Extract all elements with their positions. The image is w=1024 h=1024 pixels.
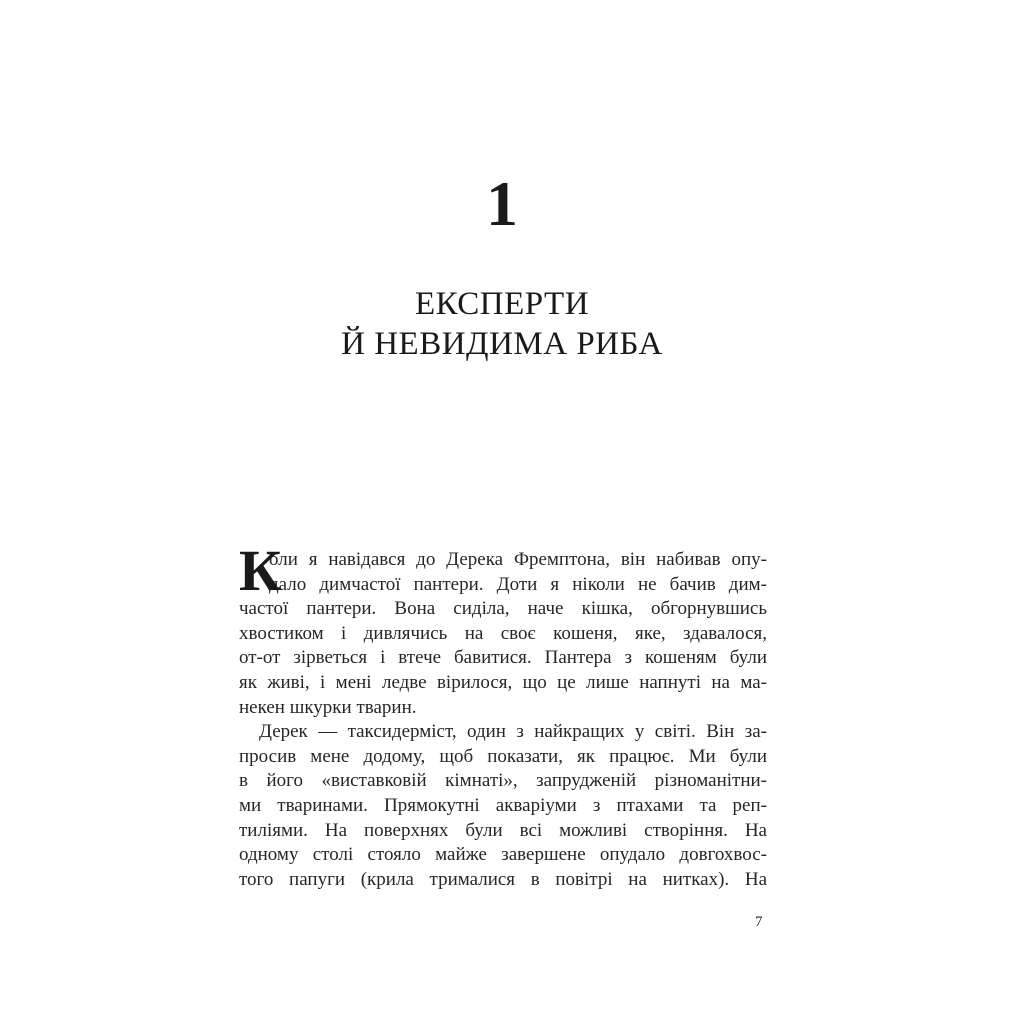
text-line: одному столі стояло майже завершене опудало довгохвос-: [239, 844, 767, 866]
text-line: от-от зірветься і втече бавитися. Пантера з кошеням були: [239, 647, 767, 669]
text-line: тиліями. На поверхнях були всі можливі створіння. На: [239, 819, 767, 841]
text-line: хвостиком і дивлячись на своє кошеня, яке, здавалося,: [239, 622, 767, 644]
text-line: того папуги (крила трималися в повітрі на нитках). На: [239, 868, 767, 890]
chapter-number: 1: [486, 168, 518, 239]
text-line: частої пантери. Вона сиділа, наче кішка, обгорнувшись: [239, 598, 767, 620]
text-line: оли я навідався до Дерека Фремптона, він набивав опу-: [269, 549, 767, 570]
text-line: в його «виставковій кімнаті», запрудженій різноманітни-: [239, 770, 767, 792]
page-number: 7: [755, 914, 763, 930]
text-line: некен шкурки тварин.: [239, 696, 417, 718]
chapter-title-line-2: Й НЕВИДИМА РИБА: [341, 326, 663, 362]
chapter-title-line-1: ЕКСПЕРТИ: [414, 286, 590, 322]
text-line: дало димчастої пантери. Доти я ніколи не бачив дим-: [269, 573, 767, 595]
text-line: Дерек — таксидерміст, один з найкращих у світі. Він за-: [259, 721, 767, 743]
text-line: просив мене додому, щоб показати, як працює. Ми були: [239, 745, 767, 767]
body-text: [239, 538, 767, 892]
text-line: ми тваринами. Прямокутні акваріуми з птахами та реп-: [239, 794, 767, 816]
drop-cap: К: [239, 538, 282, 603]
text-line: як живі, і мені ледве вірилося, що це лише напнуті на ма-: [239, 671, 767, 693]
chapter-title: [0, 284, 1004, 364]
